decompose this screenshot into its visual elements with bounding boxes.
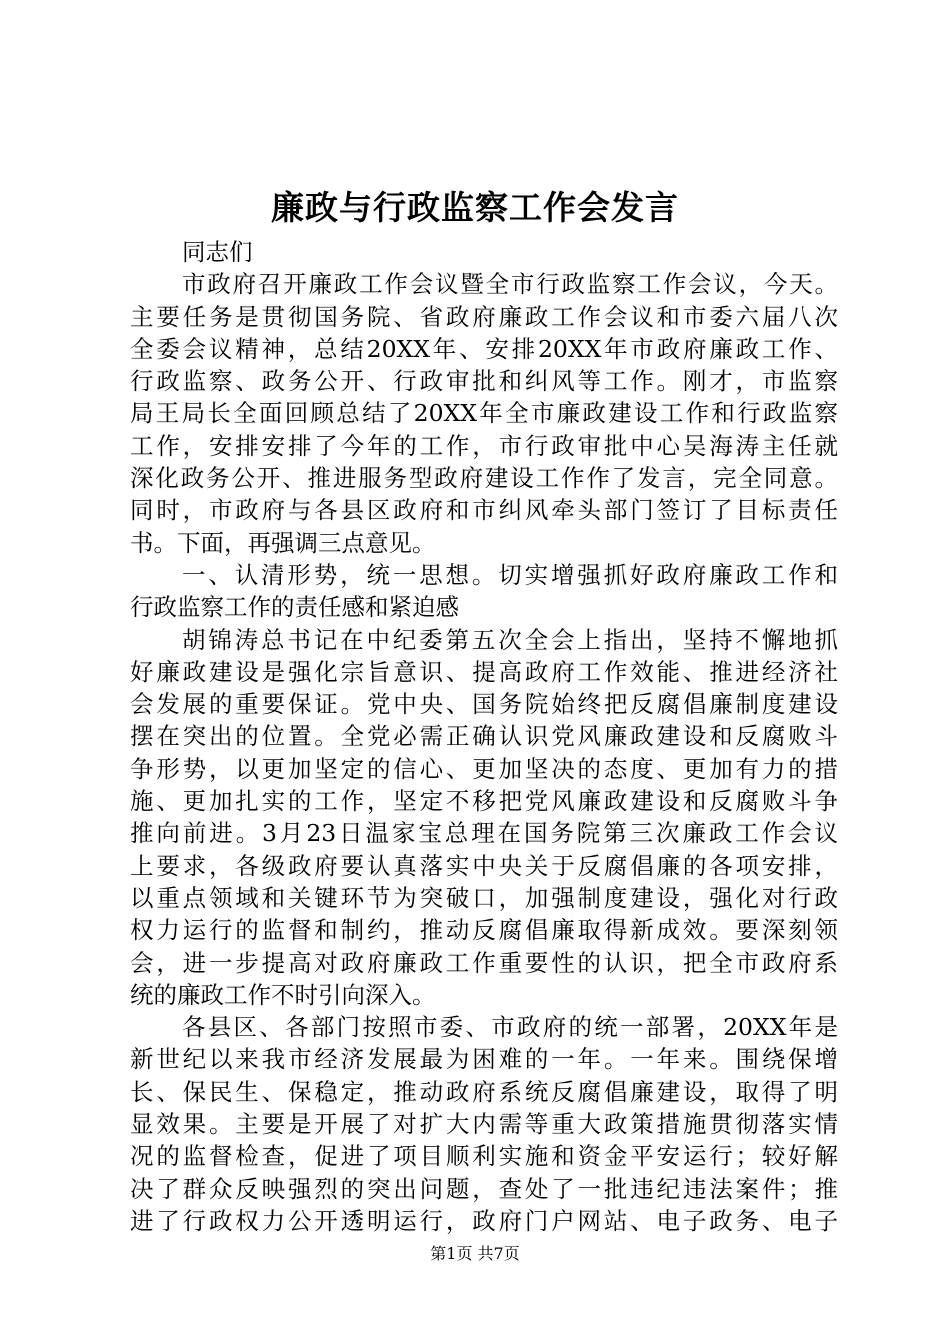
text-line: 权力运行的监督和制约，推动反腐倡廉取得新成效。要深刻领 xyxy=(130,916,838,945)
document-body xyxy=(130,236,838,1237)
text-line: 会，进一步提高对政府廉政工作重要性的认识，把全市政府系 xyxy=(130,948,838,977)
text-line: 推向前进。3月23日温家宝总理在国务院第三次廉政工作会议 xyxy=(130,819,838,848)
page-number-footer: 第1页 共7页 xyxy=(430,1244,520,1263)
text-line: 行政监察工作的责任感和紧迫感 xyxy=(130,593,459,622)
text-line: 同志们 xyxy=(182,238,253,266)
text-line: 摆在突出的位置。全党必需正确认识党风廉政建设和反腐败斗 xyxy=(130,722,838,751)
text-line: 胡锦涛总书记在中纪委第五次全会上指出，坚持不懈地抓 xyxy=(182,625,838,654)
text-line: 书。下面，再强调三点意见。 xyxy=(130,528,436,557)
text-line: 各县区、各部门按照市委、市政府的统一部署，20XX年是 xyxy=(182,1013,838,1042)
text-line: 会发展的重要保证。党中央、国务院始终把反腐倡廉制度建设 xyxy=(130,690,838,719)
text-line: 显效果。主要是开展了对扩大内需等重大政策措施贯彻落实情 xyxy=(130,1110,838,1139)
text-line: 主要任务是贯彻国务院、省政府廉政工作会议和市委六届八次 xyxy=(130,302,838,331)
text-line: 以重点领域和关键环节为突破口，加强制度建设，强化对行政 xyxy=(130,883,838,912)
text-line: 施、更加扎实的工作，坚定不移把党风廉政建设和反腐败斗争 xyxy=(130,787,838,816)
text-line: 长、保民生、保稳定，推动政府系统反腐倡廉建设，取得了明 xyxy=(130,1077,838,1106)
text-line: 局王局长全面回顾总结了20XX年全市廉政建设工作和行政监察 xyxy=(130,399,838,428)
text-line: 工作，安排安排了今年的工作，市行政审批中心吴海涛主任就 xyxy=(130,431,838,460)
text-line: 新世纪以来我市经济发展最为困难的一年。一年来。围绕保增 xyxy=(130,1045,838,1074)
document-title: 廉政与行政监察工作会发言 xyxy=(271,188,679,227)
text-line: 深化政务公开、推进服务型政府建设工作作了发言，完全同意。 xyxy=(130,464,838,493)
text-line: 统的廉政工作不时引向深入。 xyxy=(130,980,436,1009)
text-line: 同时，市政府与各县区政府和市纠风牵头部门签订了目标责任 xyxy=(130,496,838,525)
text-line: 况的监督检查，促进了项目顺利实施和资金平安运行；较好解 xyxy=(130,1142,838,1171)
text-line: 上要求，各级政府要认真落实中央关于反腐倡廉的各项安排， xyxy=(130,851,838,880)
text-line: 好廉政建设是强化宗旨意识、提高政府工作效能、推进经济社 xyxy=(130,657,838,686)
text-line: 全委会议精神，总结20XX年、安排20XX年市政府廉政工作、 xyxy=(130,334,838,363)
text-line: 决了群众反映强烈的突出问题，查处了一批违纪违法案件；推 xyxy=(130,1174,838,1203)
text-line: 市政府召开廉政工作会议暨全市行政监察工作会议，今天。 xyxy=(182,270,838,299)
text-line: 行政监察、政务公开、行政审批和纠风等工作。刚才，市监察 xyxy=(130,367,838,396)
text-line: 进了行政权力公开透明运行，政府门户网站、电子政务、电子 xyxy=(130,1206,838,1235)
text-line: 争形势，以更加坚定的信心、更加坚决的态度、更加有力的措 xyxy=(130,754,838,783)
text-line: 一、认清形势，统一思想。切实增强抓好政府廉政工作和 xyxy=(182,560,838,589)
